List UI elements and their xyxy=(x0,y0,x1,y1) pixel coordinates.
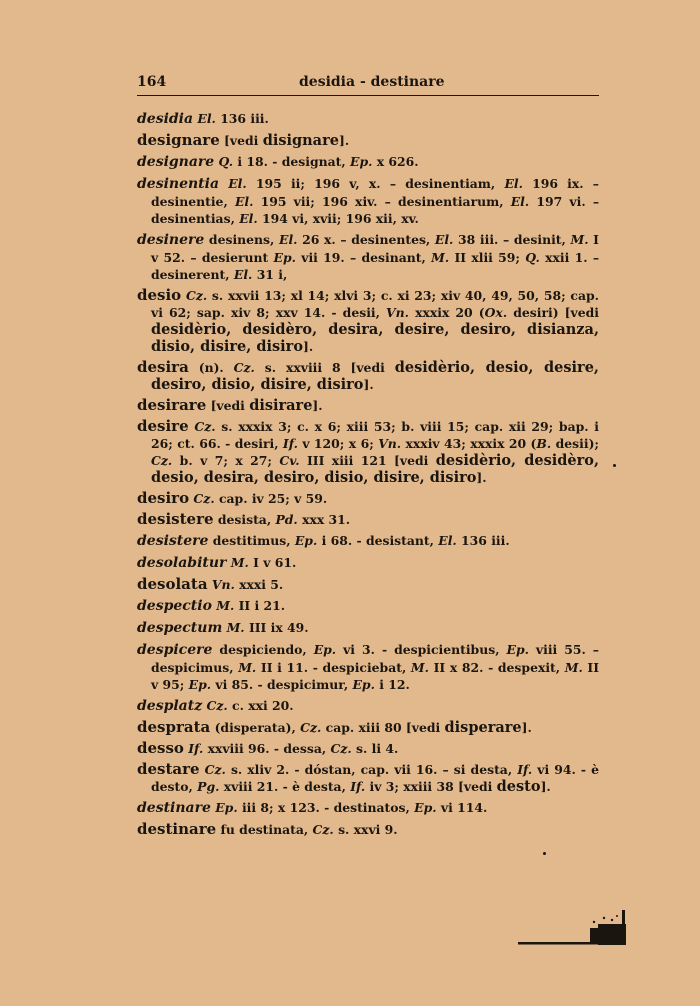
entry-text: I v 52. – desierunt xyxy=(151,232,599,265)
source-abbrev: Cz. xyxy=(206,698,228,713)
source-abbrev: Vn. xyxy=(378,436,402,451)
source-abbrev: M. xyxy=(564,660,583,675)
cross-reference: disignare xyxy=(262,132,339,149)
source-abbrev: Ep. xyxy=(350,154,373,169)
headword: desidia xyxy=(137,111,194,127)
entry-text: vi 3. - despicientibus, xyxy=(336,642,507,657)
entry-text: x 626. xyxy=(372,154,419,169)
entry-designare2 xyxy=(137,153,599,171)
headword: desinere xyxy=(137,232,205,248)
entry-text: s. xxxix 3; c. x 6; xiii 53; b. viii 15; cap. xii 29; bap. i 26; ct. 66. - desiri, xyxy=(151,419,599,451)
entry-text: s. xxviii 8 [vedi xyxy=(254,360,395,375)
source-abbrev: Cz. xyxy=(300,720,322,735)
entry-text: ]. xyxy=(521,720,532,735)
source-abbrev: Ep. xyxy=(273,250,296,265)
entry-text: 195 ii; 196 v, x. – desinentiam, xyxy=(246,176,505,191)
headword: desistere xyxy=(137,510,214,528)
entry-desira xyxy=(137,359,599,393)
source-abbrev: M. xyxy=(216,598,235,613)
source-abbrev: Ep. xyxy=(414,800,437,815)
headword: desirare xyxy=(137,396,207,414)
cross-reference: desidèrio, desidèro, desio, desira, desiro, disio, disire, disiro xyxy=(151,452,599,486)
entry-text: v 120; x 6; xyxy=(297,436,379,451)
source-abbrev: Ep. xyxy=(215,800,238,815)
entry-desprata xyxy=(137,719,599,736)
entry-text: 195 vii; 196 xiv. – desinentiarum, xyxy=(253,194,511,209)
entry-text: despiciendo, xyxy=(212,642,314,657)
entry-text: cap. xiii 80 [vedi xyxy=(321,720,445,735)
entry-text: s. xxvi 9. xyxy=(333,822,398,837)
cross-reference: desto xyxy=(496,778,541,795)
entry-text: destitimus, xyxy=(208,533,295,548)
source-abbrev: Ep. xyxy=(188,677,212,692)
entry-text: II xlii 59; xyxy=(449,250,526,265)
entry-text: desista, xyxy=(213,512,276,527)
source-abbrev: El. xyxy=(438,533,457,548)
headword: desira xyxy=(137,358,189,376)
source-abbrev: Ep. xyxy=(506,642,529,657)
entry-text: 136 iii. xyxy=(456,533,510,548)
source-abbrev: M. xyxy=(226,620,245,635)
source-abbrev: M. xyxy=(238,660,257,675)
entry-text: ]. xyxy=(476,470,487,485)
source-abbrev: If. xyxy=(517,762,533,777)
entry-text: s. xxvii 13; xl 14; xlvi 3; c. xi 23; xiv 40, 49, 50, 58; cap. vi 62; sap. xiv 8; xxv 14. - desii, xyxy=(151,288,599,320)
entry-text: 26 x. – desinentes, xyxy=(297,232,435,247)
headword: designare xyxy=(137,154,215,170)
headword: desiro xyxy=(137,489,190,507)
source-abbrev: If. xyxy=(282,436,298,451)
entry-text: fu destinata, xyxy=(216,822,313,837)
headword: desolabitur xyxy=(137,555,227,571)
entry-text: ]. xyxy=(338,133,350,148)
cross-reference: desidèrio, desio, desire, desiro, disio, disire, disiro xyxy=(151,359,599,393)
entry-text: [vedi xyxy=(219,133,263,148)
source-abbrev: El. xyxy=(234,194,254,209)
entry-desidia xyxy=(137,110,599,128)
entry-text: 197 vi. – desinentias, xyxy=(151,194,600,226)
source-abbrev: M. xyxy=(230,555,249,570)
source-abbrev: El. xyxy=(504,176,523,191)
source-abbrev: Ep. xyxy=(352,677,375,692)
source-abbrev: Q. xyxy=(218,154,234,169)
source-abbrev: Ep. xyxy=(294,533,318,548)
entry-desire xyxy=(137,418,599,486)
source-abbrev: Q. xyxy=(525,250,540,265)
entry-despectum xyxy=(137,619,599,637)
source-abbrev: El. xyxy=(434,232,454,247)
speck xyxy=(543,852,546,855)
headword: desplatz xyxy=(137,698,203,714)
entry-text: xxx 31. xyxy=(297,512,351,527)
entry-text: (n). xyxy=(188,360,234,375)
source-abbrev: Cz. xyxy=(151,453,173,468)
entry-destinare xyxy=(137,799,599,817)
source-abbrev: El. xyxy=(228,176,247,191)
source-abbrev: Vn. xyxy=(211,577,235,592)
entry-desso xyxy=(137,740,599,757)
entry-text: ]. xyxy=(540,779,551,794)
headword: desolata xyxy=(137,575,208,593)
entry-desinentia xyxy=(137,175,599,227)
entry-text: III xiii 121 [vedi xyxy=(299,453,436,468)
entry-text: iv 3; xxiii 38 [vedi xyxy=(365,779,497,794)
source-abbrev: Cv. xyxy=(279,453,300,468)
entry-text: desiri) [vedi xyxy=(507,305,599,320)
source-abbrev: Cz. xyxy=(193,491,215,506)
entry-text: II x 82. - despexit, xyxy=(428,660,565,675)
headword: desprata xyxy=(137,718,211,736)
headword: despicere xyxy=(137,642,213,658)
entry-text: xxii 1. – desinerent, xyxy=(151,250,600,282)
entry-text xyxy=(219,176,228,191)
headword: desinentia xyxy=(137,176,220,192)
source-abbrev: Cz. xyxy=(194,419,216,434)
entry-text: 136 iii. xyxy=(215,111,269,126)
source-abbrev: Cz. xyxy=(204,762,226,777)
entry-text: xxxiv 43; xxxix 20 ( xyxy=(401,436,537,451)
source-abbrev: El. xyxy=(233,267,253,282)
entry-designare xyxy=(137,132,599,149)
headword: desso xyxy=(137,739,184,757)
entry-text: desii); xyxy=(551,436,599,451)
source-abbrev: M. xyxy=(410,660,429,675)
entry-text: ]. xyxy=(303,339,314,354)
headword: destinare xyxy=(137,800,211,816)
cross-reference: desidèrio, desidèro, desira, desire, desiro, disianza, disio, disire, disiro xyxy=(151,321,599,355)
source-abbrev: M. xyxy=(570,232,589,247)
entry-text: vi 94. - è desto, xyxy=(151,762,599,794)
entry-text: I v 61. xyxy=(248,555,297,570)
entry-destare xyxy=(137,761,599,795)
headword: desio xyxy=(137,286,182,304)
header-rule xyxy=(137,95,599,96)
entry-text: 31 i, xyxy=(252,267,288,282)
entry-text: i 12. xyxy=(374,677,410,692)
entry-text: 194 vi, xvii; 196 xii, xv. xyxy=(257,211,419,226)
source-abbrev: Cz. xyxy=(233,360,255,375)
entry-text: II v 95; xyxy=(151,660,600,692)
entry-text: iii 8; x 123. - destinatos, xyxy=(237,800,415,815)
headword: designare xyxy=(137,131,220,149)
source-abbrev: B. xyxy=(536,436,552,451)
source-abbrev: If. xyxy=(188,741,204,756)
entry-desistere2 xyxy=(137,532,599,550)
cross-reference: disperare xyxy=(444,719,522,736)
cross-reference: disirare xyxy=(249,397,313,414)
headword: despectum xyxy=(137,620,223,636)
entry-text: [vedi xyxy=(206,398,250,413)
entry-text: desinens, xyxy=(204,232,279,247)
entry-desinere xyxy=(137,231,599,283)
entry-text: ]. xyxy=(363,377,374,392)
page-corner-mark xyxy=(518,908,626,948)
entry-desio xyxy=(137,287,599,355)
headword: despectio xyxy=(137,598,212,614)
source-abbrev: Cz. xyxy=(312,822,334,837)
source-abbrev: Cz. xyxy=(330,741,352,756)
entry-text: b. v 7; x 27; xyxy=(172,453,280,468)
entry-desolabitur xyxy=(137,554,599,572)
entry-text: xviii 21. - è desta, xyxy=(219,779,351,794)
dictionary-body xyxy=(137,110,599,842)
entry-text: 38 iii. – desinit, xyxy=(453,232,571,247)
source-abbrev: Cz. xyxy=(185,288,208,303)
entry-destinare2 xyxy=(137,821,599,838)
entry-desirare xyxy=(137,397,599,414)
source-abbrev: El. xyxy=(279,232,298,247)
source-abbrev: If. xyxy=(350,779,366,794)
headword: desire xyxy=(137,417,189,435)
running-header xyxy=(137,72,599,94)
entry-text: cap. iv 25; v 59. xyxy=(214,491,328,506)
source-abbrev: El. xyxy=(197,111,216,126)
entry-text: c. xxi 20. xyxy=(227,698,294,713)
source-abbrev: El. xyxy=(510,194,530,209)
headword: desistere xyxy=(137,533,209,549)
entry-text: s. li 4. xyxy=(351,741,399,756)
entry-desolata xyxy=(137,576,599,593)
source-abbrev: Pg. xyxy=(197,779,220,794)
entry-text: III ix 49. xyxy=(244,620,309,635)
entry-desistere xyxy=(137,511,599,528)
entry-text: vi 85. - despicimur, xyxy=(211,677,353,692)
entry-text: II i 11. - despiciebat, xyxy=(256,660,411,675)
entry-despicere xyxy=(137,641,599,693)
headword: destare xyxy=(137,760,200,778)
entry-text: (disperata), xyxy=(210,720,301,735)
entry-desplatz xyxy=(137,697,599,715)
source-abbrev: M. xyxy=(431,250,450,265)
headword: destinare xyxy=(137,820,217,838)
entry-text: xxxi 5. xyxy=(234,577,284,592)
entry-text: vi 114. xyxy=(436,800,488,815)
source-abbrev: El. xyxy=(239,211,258,226)
page-number: 164 xyxy=(137,74,167,90)
entry-text: s. xliv 2. - dóstan, cap. vii 16. – si desta, xyxy=(225,762,518,777)
entry-text: i 18. - designat, xyxy=(233,154,350,169)
entry-despectio xyxy=(137,597,599,615)
speck xyxy=(613,464,616,467)
entry-text: viii 55. – despicimus, xyxy=(151,642,599,675)
source-abbrev: Ep. xyxy=(313,642,337,657)
entry-text: xxviii 96. - dessa, xyxy=(203,741,331,756)
entry-text: vii 19. – desinant, xyxy=(295,250,432,265)
source-abbrev: Ox. xyxy=(484,305,508,320)
entry-desiro xyxy=(137,490,599,507)
running-title: desidia - destinare xyxy=(299,74,445,90)
source-abbrev: Vn. xyxy=(386,305,409,320)
entry-text: II i 21. xyxy=(234,598,286,613)
entry-text: ]. xyxy=(312,398,323,413)
entry-text: 196 ix. – desinentie, xyxy=(151,176,599,209)
entry-text: xxxix 20 ( xyxy=(408,305,485,320)
source-abbrev: Pd. xyxy=(275,512,298,527)
entry-text: i 68. - desistant, xyxy=(317,533,439,548)
